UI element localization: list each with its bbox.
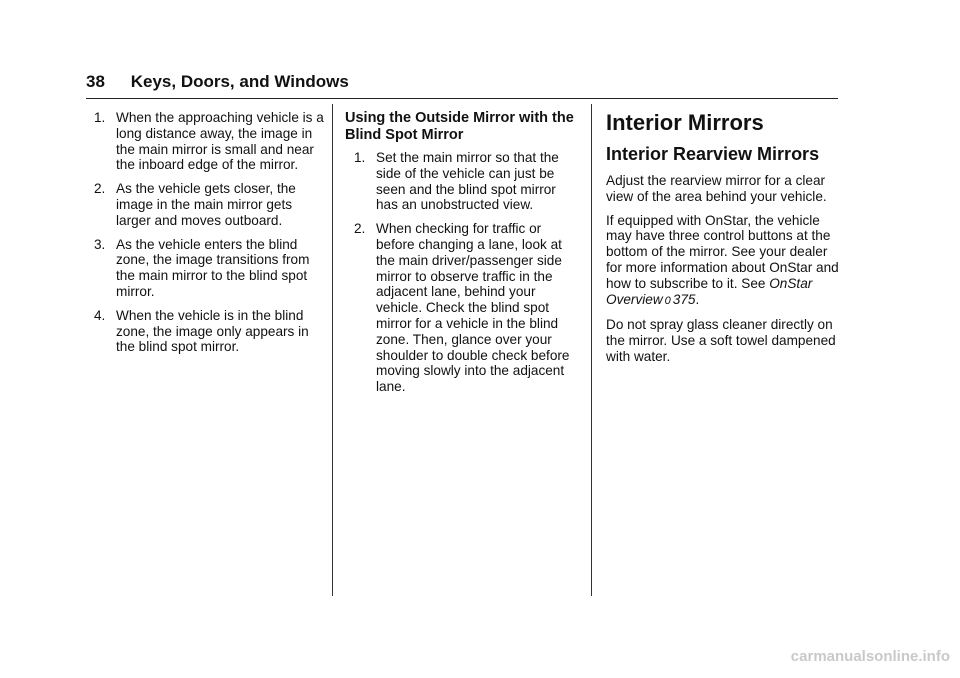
item-text: As the vehicle enters the blind zone, the image transitions from the main mirror to the blind spot mirror.	[116, 236, 310, 299]
section-heading: Using the Outside Mirror with the Blind Spot Mirror	[345, 110, 574, 143]
item-text: When the vehicle is in the blind zone, the image only appears in the blind spot mirror.	[116, 307, 309, 355]
item-number: 2.	[94, 181, 106, 197]
column-1	[94, 110, 326, 363]
watermark: carmanualsonline.info	[790, 648, 950, 665]
list-item	[354, 221, 580, 395]
mirror-usage-steps-list	[345, 150, 580, 395]
item-text: When checking for traffic or before changing a lane, look at the main driver/passenger side mirror to observe traffic in the adjacent lane, behind your vehicle. Check the blind spot mirror for a vehicle in the blind zone. Then, glance over your shoulder to double check before moving slowly into the adjacent lane.	[376, 221, 570, 395]
list-item	[94, 308, 326, 355]
paragraph-onstar	[606, 213, 846, 310]
paragraph-cleaning: Do not spray glass cleaner directly on the mirror. Use a soft towel dampened with water.	[606, 317, 836, 364]
link-text: OnStar Overview	[606, 275, 813, 307]
onstar-text: If equipped with OnStar, the vehicle may have three control buttons at the bottom of the mirror. See your dealer for more information about OnStar and how to subscribe to it. See	[606, 212, 839, 291]
item-number: 4.	[94, 307, 106, 323]
column-divider-2	[591, 104, 592, 596]
list-item	[354, 150, 580, 213]
column-3	[606, 110, 846, 373]
column-2	[345, 110, 580, 403]
column-divider-1	[332, 104, 333, 596]
chapter-title: Keys, Doors, and Windows	[130, 72, 349, 91]
list-item	[94, 237, 326, 300]
page-reference-icon: 0	[664, 294, 671, 307]
page-header	[86, 72, 349, 92]
item-number: 2.	[354, 221, 366, 237]
item-number: 1.	[94, 110, 106, 125]
header-rule	[86, 98, 838, 99]
item-text: When the approaching vehicle is a long distance away, the image in the main mirror is small and near the inboard edge of the mirror.	[116, 110, 324, 173]
section-title: Interior Mirrors	[606, 110, 764, 135]
sentence-end: .	[695, 291, 700, 307]
blind-spot-steps-list	[94, 110, 326, 355]
page-number: 38	[86, 72, 105, 91]
paragraph-adjust: Adjust the rearview mirror for a clear view of the area behind your vehicle.	[606, 173, 827, 204]
item-number: 1.	[354, 150, 366, 165]
page-reference-number: 375	[672, 291, 696, 307]
item-text: As the vehicle gets closer, the image in the main mirror gets larger and moves outboard.	[116, 181, 296, 228]
list-item	[94, 110, 326, 173]
item-number: 3.	[94, 236, 106, 252]
list-item	[94, 181, 326, 228]
item-text: Set the main mirror so that the side of the vehicle can just be seen and the blind spot mirror has an unobstructed view.	[376, 150, 559, 213]
subsection-title: Interior Rearview Mirrors	[606, 144, 820, 164]
